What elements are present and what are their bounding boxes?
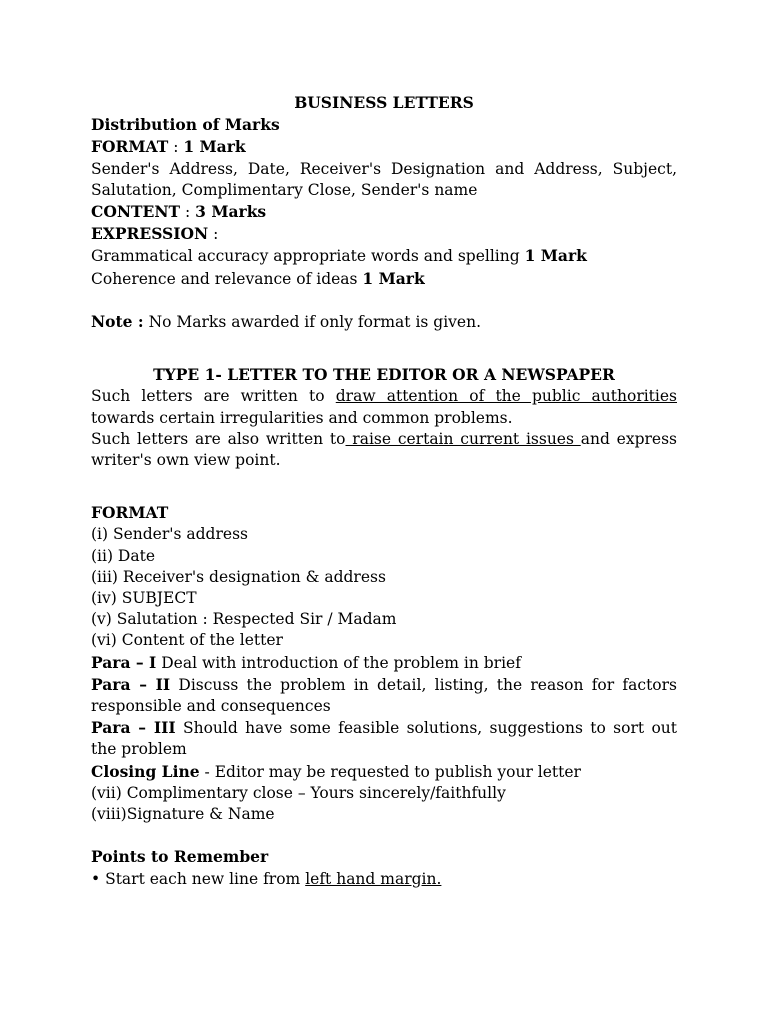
content-label: CONTENT	[91, 202, 181, 222]
marks-heading-text: Distribution of Marks	[91, 115, 280, 135]
points-heading-text: Points to Remember	[91, 847, 269, 867]
title-text: BUSINESS LETTERS	[294, 93, 474, 112]
type1-p1-text-b: towards certain irregularities and common problems.	[91, 408, 513, 427]
para-2-label: Para – II	[91, 674, 171, 694]
spacer	[91, 825, 677, 846]
format-desc-line-2: Salutation, Complimentary Close, Sender's name	[91, 180, 478, 199]
grammar-line	[91, 245, 677, 267]
content-sep: :	[180, 203, 196, 222]
coherence-line	[91, 268, 677, 290]
bullet-text: • Start each new line from	[91, 869, 306, 888]
format-item-vii: (vii) Complimentary close – Yours sincerely/faithfully	[91, 783, 506, 802]
coherence-mark: 1 Mark	[362, 268, 425, 288]
type1-p2-text-b: and express writer's own view point.	[91, 429, 678, 470]
grammar-text: Grammatical accuracy appropriate words and spelling	[91, 247, 525, 266]
content-value: 3 Marks	[195, 202, 267, 222]
expression-line	[91, 223, 677, 245]
document-page	[91, 92, 677, 890]
format-sep: :	[168, 138, 184, 157]
closing-line	[91, 761, 677, 783]
bullet-underlined: left hand margin.	[305, 869, 442, 888]
closing-text: - Editor may be requested to publish your letter	[199, 762, 581, 781]
format-item-vi: (vi) Content of the letter	[91, 631, 283, 650]
note-text: No Marks awarded if only format is given.	[143, 313, 482, 332]
type1-p2-text-a: Such letters are also written to	[91, 429, 346, 448]
para-3-line	[91, 717, 677, 760]
type1-paragraph-1	[91, 386, 677, 428]
type1-paragraph-2	[91, 429, 677, 471]
type1-heading-text: TYPE 1- LETTER TO THE EDITOR OR A NEWSPAPER	[153, 365, 615, 385]
format-heading	[91, 502, 677, 524]
format-item-ii: (ii) Date	[91, 546, 156, 565]
format-label: FORMAT	[91, 137, 169, 157]
format-heading-text: FORMAT	[91, 503, 169, 523]
note-line	[91, 311, 677, 333]
para-1-text: Deal with introduction of the problem in brief	[156, 653, 521, 672]
para-1-label: Para – I	[91, 652, 157, 672]
format-item-iv: (iv) SUBJECT	[91, 589, 197, 608]
coherence-text: Coherence and relevance of ideas	[91, 269, 363, 288]
spacer	[91, 471, 677, 502]
para-3-text: Should have some feasible solutions, suggestions to sort out the problem	[91, 719, 677, 759]
spacer	[91, 290, 677, 311]
content-marks-line	[91, 201, 677, 223]
para-2-line	[91, 674, 677, 717]
expression-sep: :	[208, 225, 219, 244]
type1-heading	[91, 364, 677, 386]
points-bullet-1	[91, 869, 677, 890]
format-item-v: (v) Salutation : Respected Sir / Madam	[91, 610, 397, 629]
format-desc-line-1: Sender's Address, Date, Receiver's Designation and Address, Subject,	[91, 159, 677, 178]
format-item-viii: (viii)Signature & Name	[91, 805, 275, 824]
points-heading	[91, 846, 677, 868]
note-label: Note :	[91, 312, 144, 332]
spacer	[91, 333, 677, 364]
para-1-line	[91, 652, 677, 674]
closing-label: Closing Line	[91, 761, 200, 781]
type1-p2-underlined: raise certain current issues	[345, 429, 581, 448]
type1-p1-text-a: Such letters are written to	[91, 387, 336, 406]
para-3-label: Para – III	[91, 718, 176, 738]
format-value: 1 Mark	[183, 137, 246, 157]
page-title	[91, 92, 677, 114]
marks-heading	[91, 114, 677, 136]
format-item-iii: (iii) Receiver's designation & address	[91, 567, 386, 586]
grammar-mark: 1 Mark	[524, 246, 587, 266]
format-item-i: (i) Sender's address	[91, 525, 248, 544]
type1-p1-underlined: draw attention of the public authorities	[335, 387, 677, 406]
expression-label: EXPRESSION	[91, 224, 209, 244]
format-marks-line	[91, 136, 677, 158]
para-2-text: Discuss the problem in detail, listing, the reason for factors responsible and consequences	[91, 675, 677, 716]
